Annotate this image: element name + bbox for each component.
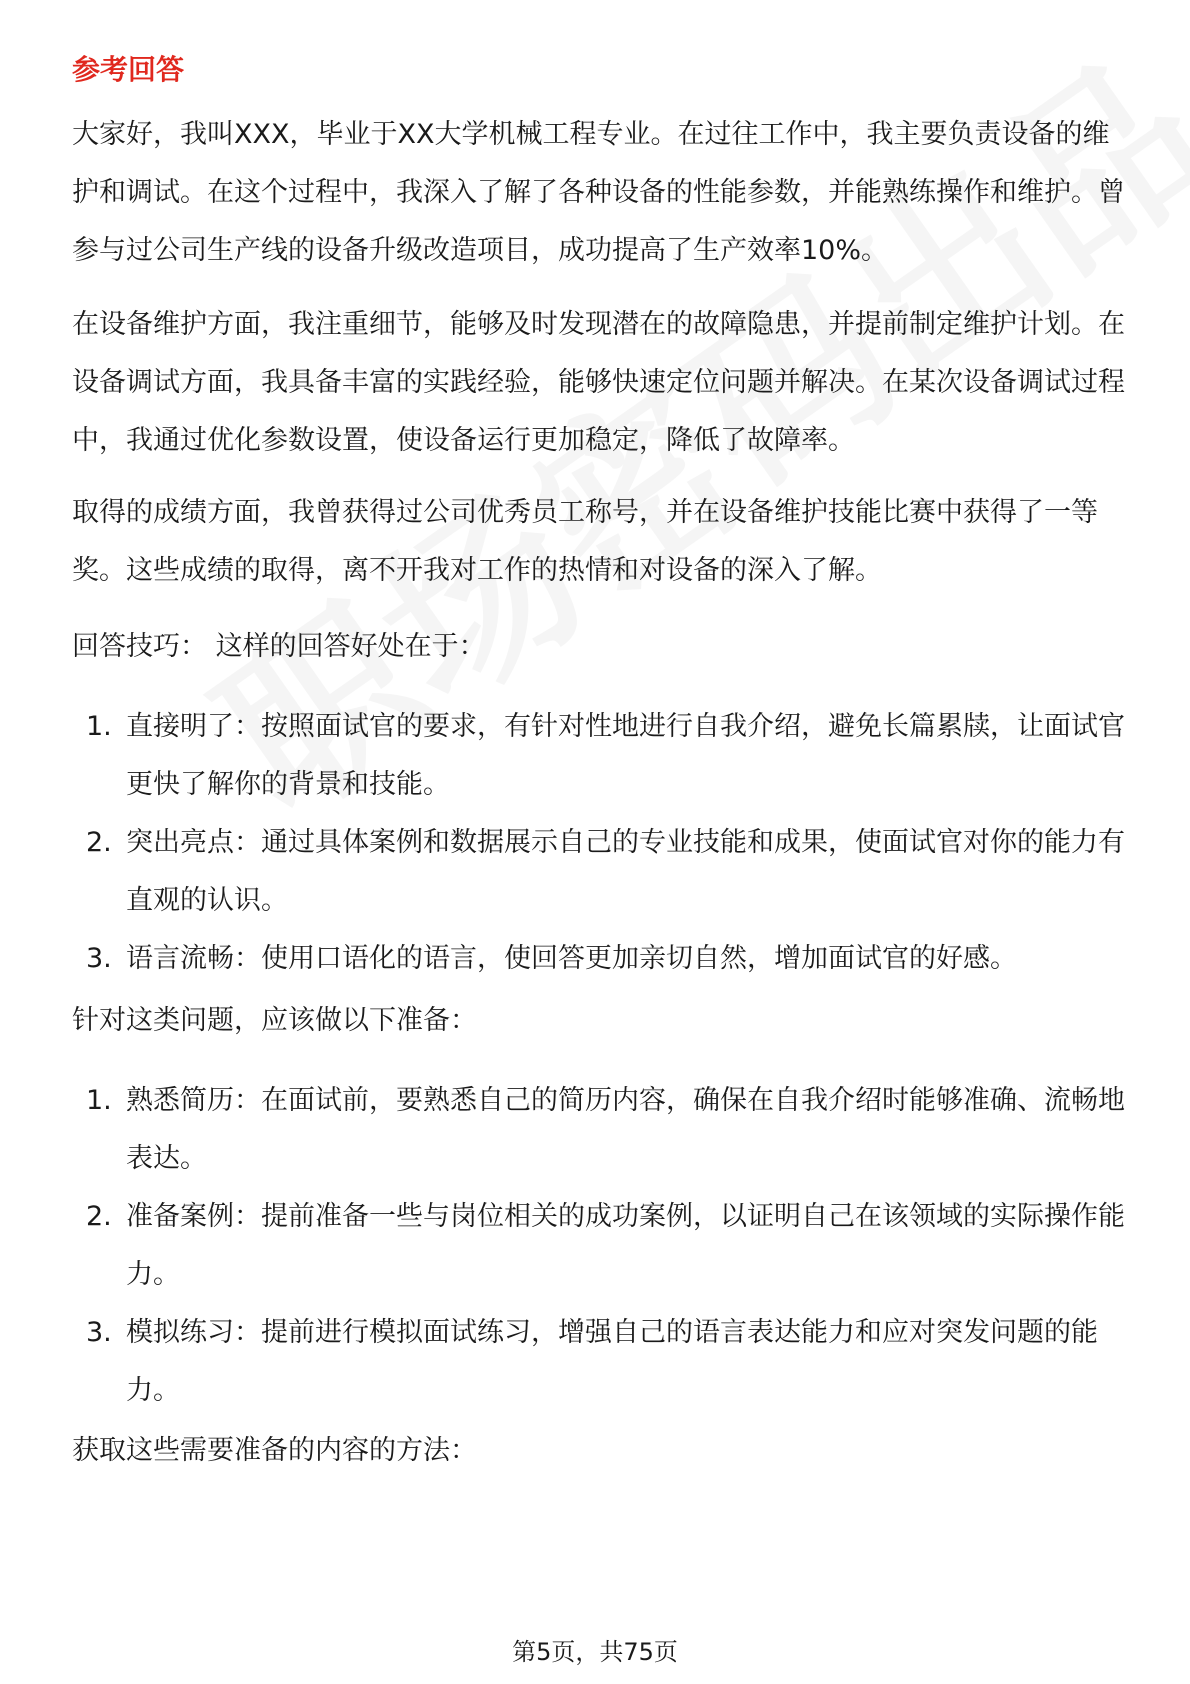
list-number: 2. <box>86 827 112 858</box>
list-number: 1. <box>86 711 112 742</box>
list-number: 3. <box>86 1317 112 1348</box>
paragraph-achievements: 取得的成绩方面，我曾获得过公司优秀员工称号，并在设备维护技能比赛中获得了一等奖。这些成绩的取得，离不开我对工作的热情和对设备的深入了解。 <box>72 497 1098 586</box>
paragraph-maintenance: 在设备维护方面，我注重细节，能够及时发现潜在的故障隐患，并提前制定维护计划。在设备调试方面，我具备丰富的实践经验，能够快速定位问题并解决。在某次设备调试过程中，我通过优化参数设置，使设备运行更加稳定，降低了故障率。 <box>72 309 1125 456</box>
list-text: 准备案例：提前准备一些与岗位相关的成功案例，以证明自己在该领域的实际操作能力。 <box>126 1201 1125 1290</box>
paragraph-method-heading: 获取这些需要准备的内容的方法： <box>72 1435 477 1466</box>
list-text: 模拟练习：提前进行模拟面试练习，增强自己的语言表达能力和应对突发问题的能力。 <box>126 1317 1098 1406</box>
list-item <box>72 698 1132 814</box>
paragraph-preparation-heading: 针对这类问题，应该做以下准备： <box>72 1005 477 1036</box>
paragraph-intro: 大家好，我叫XXX，毕业于XX大学机械工程专业。在过往工作中，我主要负责设备的维护和调试。在这个过程中，我深入了解了各种设备的性能参数，并能熟练操作和维护。曾参与过公司生产线的设备升级改造项目，成功提高了生产效率10%。 <box>72 119 1125 266</box>
tips-list <box>72 698 1132 988</box>
list-text: 突出亮点：通过具体案例和数据展示自己的专业技能和成果，使面试官对你的能力有直观的认识。 <box>126 827 1125 916</box>
list-text: 熟悉简历：在面试前，要熟悉自己的简历内容，确保在自我介绍时能够准确、流畅地表达。 <box>126 1085 1125 1174</box>
preparation-list <box>72 1072 1132 1420</box>
paragraph-tips-heading: 回答技巧： 这样的回答好处在于： <box>72 631 486 662</box>
list-item <box>72 814 1132 930</box>
section-title: 参考回答 <box>72 53 185 86</box>
page-footer: 第5页，共75页 <box>512 1638 678 1666</box>
list-number: 2. <box>86 1201 112 1232</box>
list-item <box>72 930 1132 988</box>
list-number: 1. <box>86 1085 112 1116</box>
list-text: 直接明了：按照面试官的要求，有针对性地进行自我介绍，避免长篇累牍，让面试官更快了解你的背景和技能。 <box>126 711 1125 800</box>
list-item <box>72 1188 1132 1304</box>
list-text: 语言流畅：使用口语化的语言，使回答更加亲切自然，增加面试官的好感。 <box>126 943 1017 974</box>
list-item <box>72 1072 1132 1188</box>
list-item <box>72 1304 1132 1420</box>
list-number: 3. <box>86 943 112 974</box>
